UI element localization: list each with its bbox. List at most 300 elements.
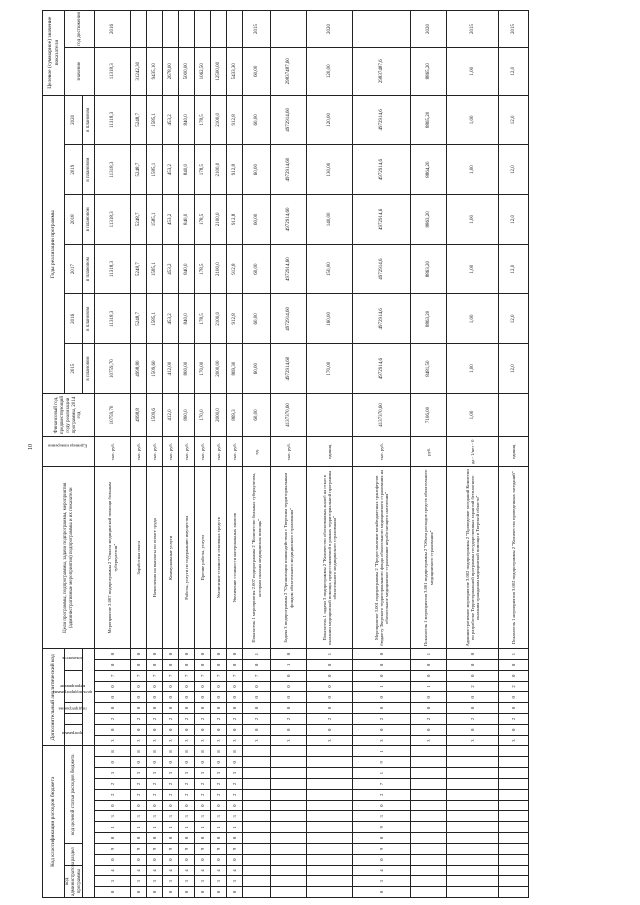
- code-digit: 0: [179, 887, 195, 898]
- extra-digit: 0: [227, 703, 243, 714]
- header-year-2018: 2018: [65, 194, 83, 244]
- program-table: [42, 10, 529, 898]
- row-year-value: 4972914,60: [271, 294, 307, 344]
- code-digit: 2: [211, 789, 227, 800]
- row-year-value: 12,0: [499, 95, 529, 145]
- code-digit: [499, 757, 529, 768]
- extra-digit: 0: [147, 660, 163, 671]
- code-digit: [499, 833, 529, 844]
- extra-digit: 0: [131, 649, 147, 660]
- row-target-year: [147, 11, 163, 48]
- code-digit: 0: [147, 887, 163, 898]
- extra-digit: 2: [179, 714, 195, 725]
- code-digit: [447, 757, 499, 768]
- header-sub-2018: в плановом: [83, 194, 95, 244]
- extra-digit: 0: [163, 649, 179, 660]
- code-digit: [447, 746, 499, 757]
- table-row: [271, 11, 307, 898]
- code-digit: 1: [147, 822, 163, 833]
- row-year-value: 4972914,6: [353, 344, 411, 394]
- row-year-value: 2100,0: [211, 244, 227, 294]
- header-sub-2020: в плановом: [83, 95, 95, 145]
- code-digit: 3: [179, 811, 195, 822]
- code-digit: [447, 876, 499, 887]
- extra-digit: 0: [353, 703, 411, 714]
- extra-digit: 0: [227, 724, 243, 735]
- row-year-value: 412,00: [163, 344, 179, 394]
- code-digit: [499, 843, 529, 854]
- code-digit: 3: [195, 768, 211, 779]
- row-unit: руб.: [411, 437, 447, 467]
- extra-digit: 0: [147, 692, 163, 703]
- code-digit: 2: [163, 789, 179, 800]
- extra-digit: 0: [179, 703, 195, 714]
- code-digit: 0: [147, 854, 163, 865]
- extra-digit: 0: [447, 649, 499, 660]
- row-year-value: 8865,20: [411, 95, 447, 145]
- row-fin: 4137370,60: [271, 393, 307, 436]
- row-year-value: 60,00: [243, 145, 271, 195]
- header-year-reach: год достижения: [65, 11, 95, 48]
- row-unit: да - 1/нет - 0: [447, 437, 499, 467]
- header-sub-2017: в плановом: [83, 244, 95, 294]
- code-digit: 3: [195, 811, 211, 822]
- code-digit: 9: [179, 843, 195, 854]
- code-digit: 9: [195, 843, 211, 854]
- extra-digit: 0: [179, 660, 195, 671]
- row-year-value: 60,00: [243, 244, 271, 294]
- code-digit: [447, 779, 499, 790]
- extra-digit: 0: [447, 670, 499, 681]
- row-unit: тыс. руб.: [163, 437, 179, 467]
- code-digit: 0: [179, 833, 195, 844]
- row-year-value: 2100,0: [211, 194, 227, 244]
- code-digit: [307, 800, 353, 811]
- row-target-year: 2015: [243, 11, 271, 48]
- code-digit: 8: [227, 746, 243, 757]
- code-digit: [499, 822, 529, 833]
- extra-digit: 0: [147, 703, 163, 714]
- header-additional-group: Дополнительный аналитический код: [43, 649, 65, 746]
- code-digit: 3: [353, 876, 411, 887]
- extra-digit: 0: [95, 681, 131, 692]
- extra-digit: 0: [131, 681, 147, 692]
- code-digit: 3: [195, 876, 211, 887]
- header-year-2016: 2016: [65, 294, 83, 344]
- row-year-value: 453,2: [163, 294, 179, 344]
- code-digit: 8: [147, 746, 163, 757]
- code-digit: [271, 746, 307, 757]
- extra-digit: 2: [147, 714, 163, 725]
- code-digit: [447, 843, 499, 854]
- code-digit: [411, 757, 447, 768]
- code-digit: [447, 789, 499, 800]
- row-year-value: 1,00: [447, 95, 499, 145]
- page-number: 10: [28, 444, 34, 450]
- extra-digit: 3: [411, 735, 447, 746]
- header-year-2017: 2017: [65, 244, 83, 294]
- row-target-year: [131, 11, 147, 48]
- code-digit: 8: [179, 746, 195, 757]
- row-year-value: 840,0: [179, 95, 195, 145]
- code-digit: 0: [353, 800, 411, 811]
- extra-digit: 0: [195, 649, 211, 660]
- extra-digit: 0: [271, 649, 307, 660]
- code-digit: 3: [147, 876, 163, 887]
- row-year-value: 912,8: [227, 244, 243, 294]
- table-row: [147, 11, 163, 898]
- extra-digit: 0: [307, 692, 353, 703]
- code-digit: 8: [131, 746, 147, 757]
- extra-digit: 7: [211, 670, 227, 681]
- extra-digit: 0: [499, 670, 529, 681]
- row-year-value: 4972914,6: [353, 294, 411, 344]
- code-digit: [499, 768, 529, 779]
- code-digit: 8: [195, 746, 211, 757]
- extra-digit: 0: [195, 703, 211, 714]
- row-year-value: 8863,20: [411, 244, 447, 294]
- extra-digit: 7: [147, 670, 163, 681]
- row-fin: 800,0: [179, 393, 195, 436]
- row-year-value: 869,30: [227, 344, 243, 394]
- code-digit: 0: [179, 800, 195, 811]
- extra-digit: 0: [271, 703, 307, 714]
- row-target: 11318,3: [95, 47, 131, 95]
- extra-digit: 0: [179, 681, 195, 692]
- code-digit: [499, 789, 529, 800]
- row-year-value: 2100,0: [211, 294, 227, 344]
- code-digit: 0: [211, 800, 227, 811]
- extra-digit: 0: [307, 724, 353, 735]
- row-unit: тыс. руб.: [211, 437, 227, 467]
- extra-digit: 0: [271, 724, 307, 735]
- code-digit: [307, 746, 353, 757]
- code-digit: 0: [163, 887, 179, 898]
- code-digit: [499, 779, 529, 790]
- extra-digit: 0: [499, 692, 529, 703]
- header-target-group: Целевое (суммарное) значение показателя: [43, 11, 65, 96]
- code-digit: [447, 822, 499, 833]
- row-unit: единиц: [499, 437, 529, 467]
- extra-digit: 3: [271, 735, 307, 746]
- row-year-value: 178,5: [195, 145, 211, 195]
- header-year-2020: 2020: [65, 95, 83, 145]
- extra-digit: 0: [243, 724, 271, 735]
- row-year-value: 130,00: [307, 145, 353, 195]
- code-digit: 2: [95, 789, 131, 800]
- code-digit: 0: [227, 800, 243, 811]
- header-unit: Единица измерения: [43, 437, 95, 467]
- code-digit: [243, 779, 271, 790]
- row-name: Административное мероприятие 3.002 подпрограммы 2 "Проведение заседаний Комиссии по разработке Территориальной программы государственных гарантий бесплатного оказания гражданам медицинской помощи в Тверской области": [447, 467, 499, 649]
- code-digit: 0: [211, 854, 227, 865]
- code-digit: [271, 887, 307, 898]
- code-digit: [411, 865, 447, 876]
- row-year-value: 60,00: [243, 294, 271, 344]
- row-year-value: 912,8: [227, 95, 243, 145]
- code-digit: 3: [131, 768, 147, 779]
- header-years-group: Годы реализации программы: [43, 95, 65, 393]
- code-digit: [243, 854, 271, 865]
- row-year-value: 4972914,60: [271, 344, 307, 394]
- row-year-value: 840,0: [179, 194, 195, 244]
- row-target-year: 2015: [499, 11, 529, 48]
- extra-digit: 1: [307, 649, 353, 660]
- table-row: [163, 11, 179, 898]
- code-digit: 3: [163, 768, 179, 779]
- extra-digit: 3: [227, 735, 243, 746]
- row-name: Мероприятие 3.001 подпрограммы 2 "Предоставление межбюджетных трансфертов бюджету Тверского территориального фонда обязательного медицинского страхования на обязательное медицинское страхование неработающего населения": [353, 467, 411, 649]
- code-digit: 3: [95, 768, 131, 779]
- code-digit: 1: [353, 746, 411, 757]
- extra-digit: 0: [243, 681, 271, 692]
- code-digit: 4: [179, 865, 195, 876]
- extra-digit: 0: [195, 681, 211, 692]
- extra-digit: 0: [131, 724, 147, 735]
- header-year-2019: 2019: [65, 145, 83, 195]
- row-year-value: 1,00: [447, 344, 499, 394]
- header-sub-2015: в плановом: [83, 344, 95, 394]
- extra-digit: 3: [147, 735, 163, 746]
- code-digit: 0: [211, 887, 227, 898]
- extra-digit: 2: [499, 714, 529, 725]
- row-unit: тыс. руб.: [95, 437, 131, 467]
- code-digit: 0: [163, 833, 179, 844]
- row-target-year: 2020: [307, 11, 353, 48]
- extra-digit: 0: [147, 681, 163, 692]
- code-digit: [447, 811, 499, 822]
- row-fin: 869,3: [227, 393, 243, 436]
- code-digit: [447, 833, 499, 844]
- row-year-value: 5248,7: [131, 194, 147, 244]
- row-year-value: 840,0: [179, 244, 195, 294]
- row-year-value: 1585,1: [147, 294, 163, 344]
- code-digit: 0: [227, 757, 243, 768]
- extra-digit: 0: [447, 660, 499, 671]
- row-fin: 1,00: [447, 393, 499, 436]
- extra-digit: 0: [163, 660, 179, 671]
- header-measure: мероприятие: [65, 670, 83, 702]
- code-digit: 4: [211, 865, 227, 876]
- extra-digit: 0: [271, 692, 307, 703]
- table-header: [43, 11, 95, 898]
- code-digit: 4: [131, 865, 147, 876]
- header-extra-digits: [83, 649, 95, 746]
- code-digit: [243, 822, 271, 833]
- row-year-value: 11318,3: [95, 194, 131, 244]
- code-digit: 0: [227, 833, 243, 844]
- code-digit: [411, 779, 447, 790]
- code-digit: 0: [95, 757, 131, 768]
- row-name: Прочие работы, услуги: [195, 467, 211, 649]
- extra-digit: 0: [211, 692, 227, 703]
- row-name: Работы, услуги по содержанию имущества: [179, 467, 195, 649]
- extra-digit: 0: [163, 681, 179, 692]
- extra-digit: 0: [163, 692, 179, 703]
- row-target: 29837487,60: [271, 47, 307, 95]
- code-digit: [499, 876, 529, 887]
- extra-digit: 0: [131, 660, 147, 671]
- code-digit: 0: [195, 833, 211, 844]
- extra-digit: 2: [95, 714, 131, 725]
- code-digit: 3: [227, 811, 243, 822]
- extra-digit: 0: [499, 703, 529, 714]
- code-digit: 3: [131, 811, 147, 822]
- row-year-value: 1585,1: [147, 145, 163, 195]
- row-target-year: 2020: [411, 11, 447, 48]
- row-year-value: 2100,0: [211, 95, 227, 145]
- code-digit: 7: [353, 779, 411, 790]
- code-digit: 1: [227, 822, 243, 833]
- row-year-value: 178,5: [195, 244, 211, 294]
- row-year-value: 800,00: [179, 344, 195, 394]
- extra-digit: 0: [227, 649, 243, 660]
- extra-digit: 0: [307, 703, 353, 714]
- code-digit: 0: [147, 757, 163, 768]
- code-digit: [271, 876, 307, 887]
- row-target: 1062,50: [195, 47, 211, 95]
- row-year-value: 453,2: [163, 244, 179, 294]
- row-unit: тыс. руб.: [147, 437, 163, 467]
- extra-digit: 2: [499, 681, 529, 692]
- header-program-code: код администратора программы: [65, 861, 82, 896]
- row-year-value: 1585,1: [147, 95, 163, 145]
- code-digit: [307, 843, 353, 854]
- row-target-year: [179, 11, 195, 48]
- code-digit: [307, 876, 353, 887]
- row-name: Коммунальные услуги: [163, 467, 179, 649]
- row-year-value: 1,00: [447, 244, 499, 294]
- row-target: 5000,00: [179, 47, 195, 95]
- code-digit: [243, 865, 271, 876]
- code-digit: [271, 757, 307, 768]
- code-digit: [243, 768, 271, 779]
- row-unit: тыс. руб.: [195, 437, 211, 467]
- row-name: Показатель 1 мероприятия 3.002 подпрограммы 2 "Количество проведенных заседаний": [499, 467, 529, 649]
- extra-digit: 0: [195, 692, 211, 703]
- row-fin: 2000,0: [211, 393, 227, 436]
- code-digit: 0: [95, 833, 131, 844]
- code-digit: 4: [195, 865, 211, 876]
- row-year-value: 4972914,60: [271, 194, 307, 244]
- code-digit: 8: [211, 746, 227, 757]
- code-digit: 3: [147, 811, 163, 822]
- extra-digit: 1: [353, 681, 411, 692]
- code-digit: [243, 843, 271, 854]
- extra-digit: 0: [411, 670, 447, 681]
- extra-digit: 0: [227, 660, 243, 671]
- header-sub-2016: в плановом: [83, 294, 95, 344]
- code-digit: [411, 833, 447, 844]
- code-digit: [447, 854, 499, 865]
- code-digit: 3: [211, 876, 227, 887]
- code-digit: 0: [147, 800, 163, 811]
- extra-digit: 0: [271, 681, 307, 692]
- row-year-value: 2100,0: [211, 145, 227, 195]
- code-digit: [271, 833, 307, 844]
- header-prog: программа: [65, 724, 83, 746]
- extra-digit: 0: [211, 681, 227, 692]
- code-digit: 4: [147, 865, 163, 876]
- extra-digit: 0: [163, 724, 179, 735]
- code-digit: [243, 789, 271, 800]
- header-kbk-program: код целевой статьи расходов бюджета: [65, 746, 83, 843]
- row-year-value: 453,2: [163, 194, 179, 244]
- extra-digit: 2: [353, 714, 411, 725]
- code-digit: 9: [131, 843, 147, 854]
- code-digit: [271, 811, 307, 822]
- code-digit: 0: [179, 757, 195, 768]
- extra-digit: 3: [131, 735, 147, 746]
- row-name: Начисления на выплаты по оплате труда: [147, 467, 163, 649]
- extra-digit: 0: [499, 660, 529, 671]
- code-digit: 9: [353, 843, 411, 854]
- row-year-value: 4972914,60: [271, 95, 307, 145]
- code-digit: [243, 887, 271, 898]
- row-year-value: 11318,3: [95, 145, 131, 195]
- extra-digit: 0: [271, 670, 307, 681]
- row-year-value: 60,00: [243, 344, 271, 394]
- code-digit: 0: [131, 887, 147, 898]
- row-target-year: [227, 11, 243, 48]
- code-digit: [307, 757, 353, 768]
- code-digit: 0: [131, 800, 147, 811]
- extra-digit: 0: [243, 660, 271, 671]
- code-digit: 1: [131, 822, 147, 833]
- row-name: Мероприятие 2.007 подпрограммы 2 "Оплата медицинской помощи больным туберкулезом": [95, 467, 131, 649]
- code-digit: 3: [147, 768, 163, 779]
- code-digit: [499, 854, 529, 865]
- row-target: 120,00: [307, 47, 353, 95]
- code-digit: 0: [227, 887, 243, 898]
- extra-digit: 2: [131, 714, 147, 725]
- header-fin-total: Финансовый год, предшествующий году реализации программы, 2014 год: [43, 393, 95, 436]
- row-year-value: 11318,3: [95, 294, 131, 344]
- code-digit: [271, 789, 307, 800]
- row-fin: 10759,70: [95, 393, 131, 436]
- extra-digit: 0: [307, 670, 353, 681]
- code-digit: 0: [95, 854, 131, 865]
- code-digit: 2: [179, 789, 195, 800]
- table-row: [411, 11, 447, 898]
- extra-digit: 7: [243, 670, 271, 681]
- extra-digit: 2: [211, 714, 227, 725]
- code-digit: [271, 779, 307, 790]
- code-digit: [411, 854, 447, 865]
- code-digit: 0: [131, 854, 147, 865]
- row-year-value: 1,00: [447, 194, 499, 244]
- extra-digit: 0: [447, 724, 499, 735]
- code-digit: 2: [227, 779, 243, 790]
- extra-digit: 0: [307, 660, 353, 671]
- table-row: [195, 11, 211, 898]
- extra-digit: 0: [179, 692, 195, 703]
- code-digit: 2: [147, 779, 163, 790]
- code-digit: 0: [211, 757, 227, 768]
- code-digit: 3: [95, 811, 131, 822]
- code-digit: 3: [131, 876, 147, 887]
- row-year-value: 12,0: [499, 145, 529, 195]
- code-digit: 3: [163, 811, 179, 822]
- row-target: 31242,30: [131, 47, 147, 95]
- row-year-value: 11318,3: [95, 244, 131, 294]
- code-digit: [243, 746, 271, 757]
- extra-digit: 1: [411, 649, 447, 660]
- row-name: Показатель 1 задачи 3 подпрограммы 2 "Количество обоснованных жалоб на отказ в оказании медицинской помощи, предоставляемой в рамках территориальной программы обязательного медицинского страхования": [307, 467, 353, 649]
- code-digit: 4: [95, 865, 131, 876]
- extra-digit: 0: [211, 724, 227, 735]
- row-name: Увеличение стоимости основных средств: [211, 467, 227, 649]
